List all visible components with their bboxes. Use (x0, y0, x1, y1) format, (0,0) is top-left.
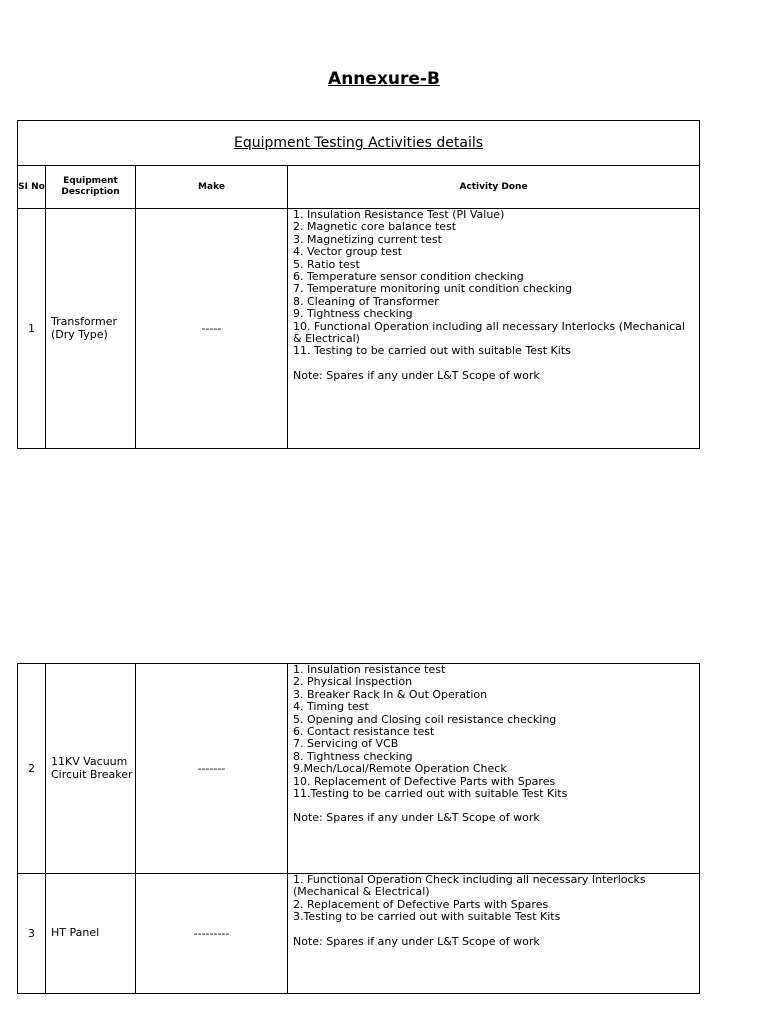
activity-note: Note: Spares if any under L&T Scope of work (293, 934, 540, 948)
header-make: Make (136, 166, 288, 209)
make-cell: ----- (136, 209, 288, 449)
activity-item: 9.Mech/Local/Remote Operation Check (293, 762, 507, 776)
equipment-table-part-1 (17, 120, 700, 449)
activity-item: 9. Tightness checking (293, 307, 413, 321)
activity-item: 3. Breaker Rack In & Out Operation (293, 687, 488, 701)
caption-row (18, 121, 700, 166)
sl-no-cell: 3 (18, 874, 46, 994)
activity-note: Note: Spares if any under L&T Scope of work (293, 368, 540, 382)
activity-item: 11. Testing to be carried out with suitable Test Kits (293, 344, 571, 358)
activity-item: 7. Temperature monitoring unit condition checking (293, 282, 573, 296)
table-row (18, 664, 700, 874)
activity-item: 8. Tightness checking (293, 749, 413, 763)
activity-cell (288, 664, 700, 874)
activity-item: 2. Magnetic core balance test (293, 220, 457, 234)
activity-item: 4. Timing test (293, 700, 369, 714)
equipment-description-cell: HT Panel (46, 874, 136, 994)
activity-cell (288, 209, 700, 449)
document-title: Annexure-B (328, 69, 440, 89)
equipment-description-cell: Transformer (Dry Type) (46, 209, 136, 449)
table-row (18, 209, 700, 449)
activity-item: 3. Magnetizing current test (293, 232, 442, 246)
sl-no-cell: 2 (18, 664, 46, 874)
activity-item: 8. Cleaning of Transformer (293, 294, 439, 308)
header-activity-done: Activity Done (288, 166, 700, 209)
activity-item: 2. Replacement of Defective Parts with Spares (293, 897, 549, 911)
make-cell: --------- (136, 874, 288, 994)
activity-item: 1. Functional Operation Check including all necessary Interlocks (Mechanical & Electrical) (293, 873, 646, 899)
table-caption: Equipment Testing Activities details (18, 121, 700, 166)
header-equipment-description: Equipment Description (46, 166, 136, 209)
activity-item: 1. Insulation Resistance Test (PI Value) (293, 208, 505, 221)
equipment-table-part-2 (17, 663, 700, 994)
activity-item: 11.Testing to be carried out with suitable Test Kits (293, 787, 568, 801)
sl-no-cell: 1 (18, 209, 46, 449)
activity-item: 6. Contact resistance test (293, 725, 435, 739)
equipment-description-cell: 11KV Vacuum Circuit Breaker (46, 664, 136, 874)
activity-item: 5. Opening and Closing coil resistance checking (293, 712, 557, 726)
make-cell: ------- (136, 664, 288, 874)
activity-note: Note: Spares if any under L&T Scope of work (293, 811, 540, 825)
activity-item: 10. Functional Operation including all necessary Interlocks (Mechanical & Electrical) (293, 319, 685, 346)
activity-item: 4. Vector group test (293, 245, 403, 259)
table-row (18, 874, 700, 994)
activity-item: 6. Temperature sensor condition checking (293, 270, 524, 284)
activity-item: 7. Servicing of VCB (293, 737, 399, 751)
activity-item: 3.Testing to be carried out with suitable Test Kits (293, 910, 561, 924)
header-row (18, 166, 700, 209)
activity-item: 5. Ratio test (293, 257, 360, 271)
header-sl-no: SI No (18, 166, 46, 209)
activity-cell (288, 874, 700, 994)
activity-item: 1. Insulation resistance test (293, 663, 446, 676)
activity-item: 10. Replacement of Defective Parts with Spares (293, 774, 556, 788)
activity-item: 2. Physical Inspection (293, 675, 413, 689)
